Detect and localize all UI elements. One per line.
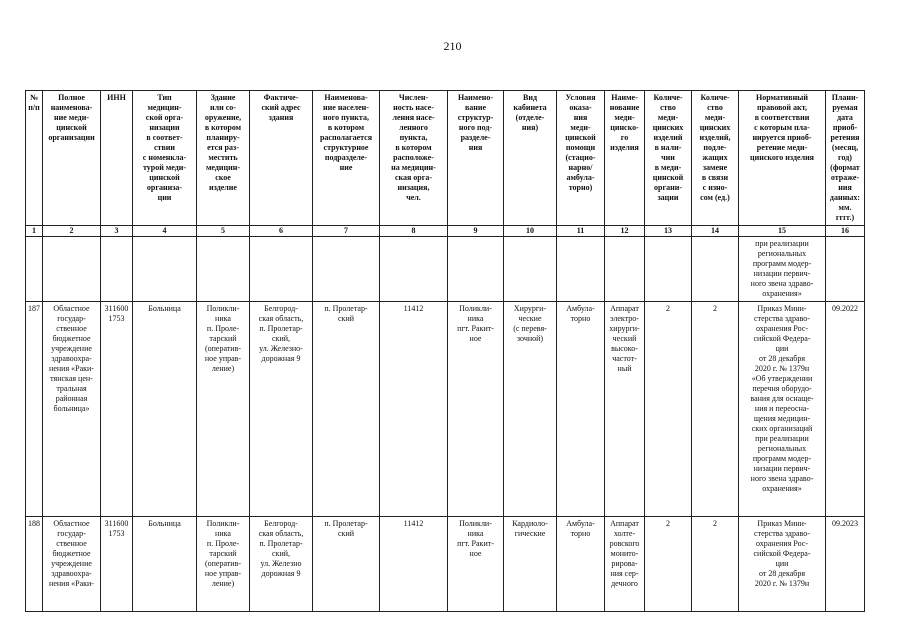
header-cell: Количе- ство меди- цинских изделий, подле- жащих замене в связи с изно- сом (ед.)	[692, 91, 739, 226]
header-cell: Количе- ство меди- цинских изделий в нали- чии в меди- цинской органи- зации	[645, 91, 692, 226]
building: Поликли- ника п. Проле- тарский (оператив- ное управ- ление)	[197, 517, 250, 612]
inn: 311600 1753	[101, 517, 133, 612]
division: Поликли- ника пгт. Ракит- ное	[448, 517, 504, 612]
column-number: 14	[692, 226, 739, 237]
devices-available: 2	[645, 302, 692, 517]
header-cell: Числен- ность насе- ления насе- ленного пункта, в котором расположе- на медицин- ская орга- низация, чел.	[380, 91, 448, 226]
header-cell: Наимено- вание структур- ного под- разделе- ния	[448, 91, 504, 226]
table-cell	[313, 237, 380, 302]
column-number: 1	[26, 226, 43, 237]
column-number: 4	[133, 226, 197, 237]
header-row	[26, 91, 865, 226]
column-number: 3	[101, 226, 133, 237]
devices-to-replace: 2	[692, 517, 739, 612]
population: 11412	[380, 302, 448, 517]
table-cell	[101, 237, 133, 302]
legal-act: Приказ Мини- стерства здраво- охранения Рос- сийской Федера- ции от 28 декабря 2020 г. № 1379н	[739, 517, 826, 612]
header-cell: Условия оказа- ния меди- цинской помощи (стацио- нарно/ амбула- торно)	[557, 91, 605, 226]
header-cell: Полное наименова- ние меди- цинской организации	[43, 91, 101, 226]
devices-available: 2	[645, 517, 692, 612]
table-cell	[692, 237, 739, 302]
header-cell: Здание или со- оружение, в котором планиру- ется раз- местить медицин- ское изделие	[197, 91, 250, 226]
column-number-row	[26, 226, 865, 237]
column-number: 12	[605, 226, 645, 237]
column-number: 11	[557, 226, 605, 237]
column-number: 13	[645, 226, 692, 237]
address: Белгород- ская область, п. Пролетар- ский, ул. Железно- дорожная 9	[250, 302, 313, 517]
care-conditions: Амбула- торно	[557, 517, 605, 612]
legal-act: Приказ Мини- стерства здраво- охранения Рос- сийской Федера- ции от 28 декабря 2020 г. № 1379н «Об утверждении перечня оборудо- вания для оснаще- ния и переосна- щения медицин- ских организаций при реализации региональных программ модер- низации первич- ного звена здраво- охранения»	[739, 302, 826, 517]
table-cell	[26, 237, 43, 302]
header-cell: Наиме- нование меди- цинско- го изделия	[605, 91, 645, 226]
table-cell	[826, 237, 865, 302]
care-conditions: Амбула- торно	[557, 302, 605, 517]
inn: 311600 1753	[101, 302, 133, 517]
organization-name: Областное государ- ственное бюджетное учреждение здравоохра- нения «Раки-	[43, 517, 101, 612]
settlement: п. Пролетар- ский	[313, 517, 380, 612]
column-number: 8	[380, 226, 448, 237]
equipment-table	[25, 90, 865, 612]
row-number: 188	[26, 517, 43, 612]
header-cell: № п/п	[26, 91, 43, 226]
table-cell	[504, 237, 557, 302]
table-row	[26, 302, 865, 517]
page-number: 210	[443, 39, 462, 53]
table-cell	[43, 237, 101, 302]
cabinet-type: Хирурги- ческие (с перевя- зочной)	[504, 302, 557, 517]
column-number: 16	[826, 226, 865, 237]
column-number: 5	[197, 226, 250, 237]
devices-to-replace: 2	[692, 302, 739, 517]
table-cell	[197, 237, 250, 302]
table-cell	[557, 237, 605, 302]
table-row	[26, 517, 865, 612]
header-cell: ИНН	[101, 91, 133, 226]
table-cell	[250, 237, 313, 302]
header-cell: Тип медицин- ской орга- низации в соответ- ствии с номенкла- турой меди- цинской организа- ции	[133, 91, 197, 226]
device-name: Аппарат холте- ровского монито- рирова- ния сер- дечного	[605, 517, 645, 612]
building: Поликли- ника п. Проле- тарский (оператив- ное управ- ление)	[197, 302, 250, 517]
table-cell: при реализации региональных программ модер- низации первич- ного звена здраво- охранения»	[739, 237, 826, 302]
address: Белгород- ская область, п. Пролетар- ский, ул. Железно дорожная 9	[250, 517, 313, 612]
column-number: 2	[43, 226, 101, 237]
header-cell: Нормативный правовой акт, в соответствии с которым пла- нируется приоб- ретение меди- цинского изделия	[739, 91, 826, 226]
organization-type: Больница	[133, 302, 197, 517]
header-cell: Фактиче- ский адрес здания	[250, 91, 313, 226]
population: 11412	[380, 517, 448, 612]
table-cell	[448, 237, 504, 302]
cabinet-type: Кардиоло- гические	[504, 517, 557, 612]
header-cell: Плани- руемая дата приоб- ретения (месяц, год) (формат отраже- ния данных: мм. гггг.)	[826, 91, 865, 226]
organization-type: Больница	[133, 517, 197, 612]
table-cell	[645, 237, 692, 302]
column-number: 6	[250, 226, 313, 237]
settlement: п. Пролетар- ский	[313, 302, 380, 517]
planned-date: 09.2022	[826, 302, 865, 517]
table-cell	[133, 237, 197, 302]
column-number: 15	[739, 226, 826, 237]
continuation-row	[26, 237, 865, 302]
header-cell: Вид кабинета (отделе- ния)	[504, 91, 557, 226]
organization-name: Областное государ- ственное бюджетное учреждение здравоохра- нения «Раки- тянская цен- тральная районная больница»	[43, 302, 101, 517]
column-number: 9	[448, 226, 504, 237]
table-cell	[605, 237, 645, 302]
device-name: Аппарат электро- хирурги- ческий высоко- частот- ный	[605, 302, 645, 517]
column-number: 7	[313, 226, 380, 237]
table-cell	[380, 237, 448, 302]
planned-date: 09.2023	[826, 517, 865, 612]
division: Поликли- ника пгт. Ракит- ное	[448, 302, 504, 517]
column-number: 10	[504, 226, 557, 237]
row-number: 187	[26, 302, 43, 517]
header-cell: Наименова- ние населен- ного пункта, в котором располагается структурное подразделе- ние	[313, 91, 380, 226]
